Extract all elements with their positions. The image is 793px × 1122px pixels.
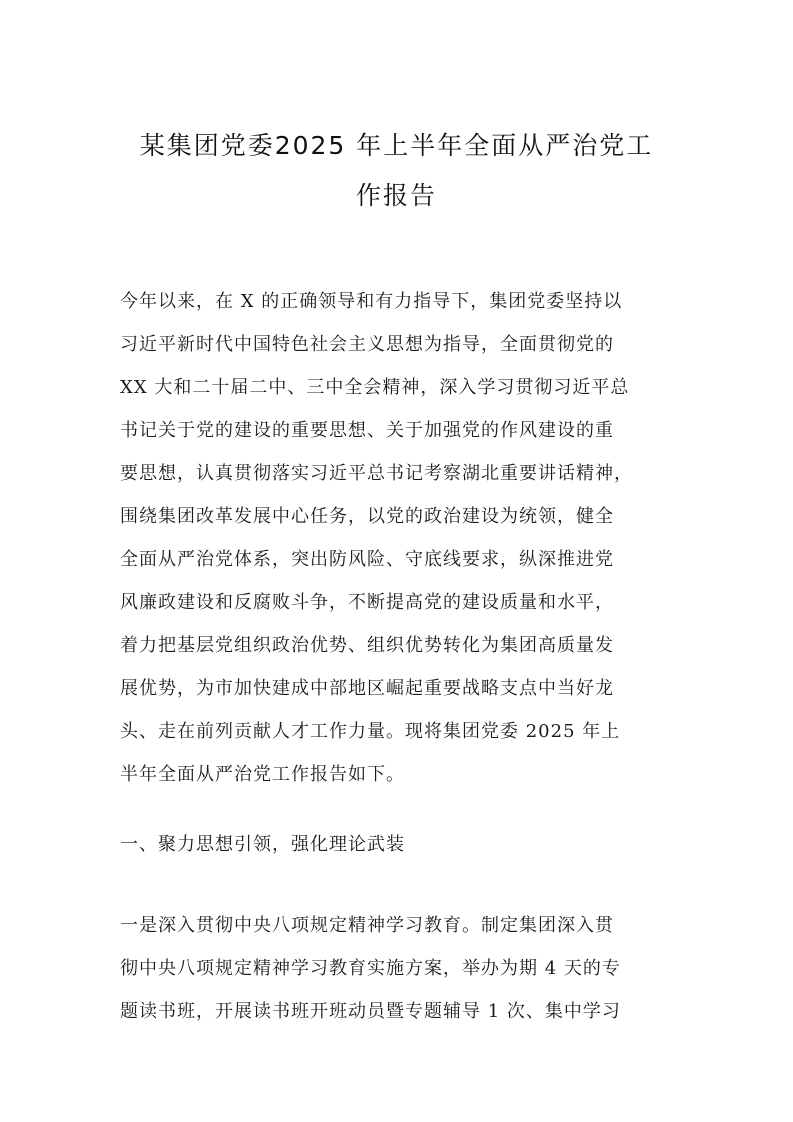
paragraph-line: 彻中央八项规定精神学习教育实施方案，举办为期 4 天的专 bbox=[120, 958, 621, 979]
paragraph-line: 要思想，认真贯彻落实习近平总书记考察湖北重要讲话精神， bbox=[120, 463, 633, 484]
paragraph-line: 全面从严治党体系，突出防风险、守底线要求，纵深推进党 bbox=[120, 549, 614, 570]
document-title-line-1: 某集团党委2025 年上半年全面从严治党工 bbox=[139, 131, 654, 160]
paragraph-line: 展优势，为市加快建成中部地区崛起重要战略支点中当好龙 bbox=[120, 678, 614, 699]
paragraph-line: 半年全面从严治党工作报告如下。 bbox=[120, 764, 405, 785]
paragraph-line: 一是深入贯彻中央八项规定精神学习教育。制定集团深入贯 bbox=[120, 915, 614, 936]
document-title-line-2: 作报告 bbox=[355, 181, 437, 210]
paragraph-line: 头、走在前列贡献人才工作力量。现将集团党委 2025 年上 bbox=[120, 721, 621, 742]
paragraph-line: 习近平新时代中国特色社会主义思想为指导，全面贯彻党的 bbox=[120, 334, 614, 355]
paragraph-line: 题读书班，开展读书班开班动员暨专题辅导 1 次、集中学习 bbox=[120, 1001, 621, 1022]
paragraph-line: 风廉政建设和反腐败斗争，不断提高党的建设质量和水平， bbox=[120, 592, 614, 613]
paragraph-line: 着力把基层党组织政治优势、组织优势转化为集团高质量发 bbox=[120, 635, 614, 656]
paragraph-line: 书记关于党的建设的重要思想、关于加强党的作风建设的重 bbox=[120, 420, 614, 441]
paragraph-line: 围绕集团改革发展中心任务，以党的政治建设为统领，健全 bbox=[120, 506, 614, 527]
section-heading: 一、聚力思想引领，强化理论武装 bbox=[120, 834, 405, 855]
paragraph-line: 今年以来，在 X 的正确领导和有力指导下，集团党委坚持以 bbox=[120, 291, 623, 312]
paragraph-line: XX 大和二十届二中、三中全会精神，深入学习贯彻习近平总 bbox=[120, 377, 630, 398]
